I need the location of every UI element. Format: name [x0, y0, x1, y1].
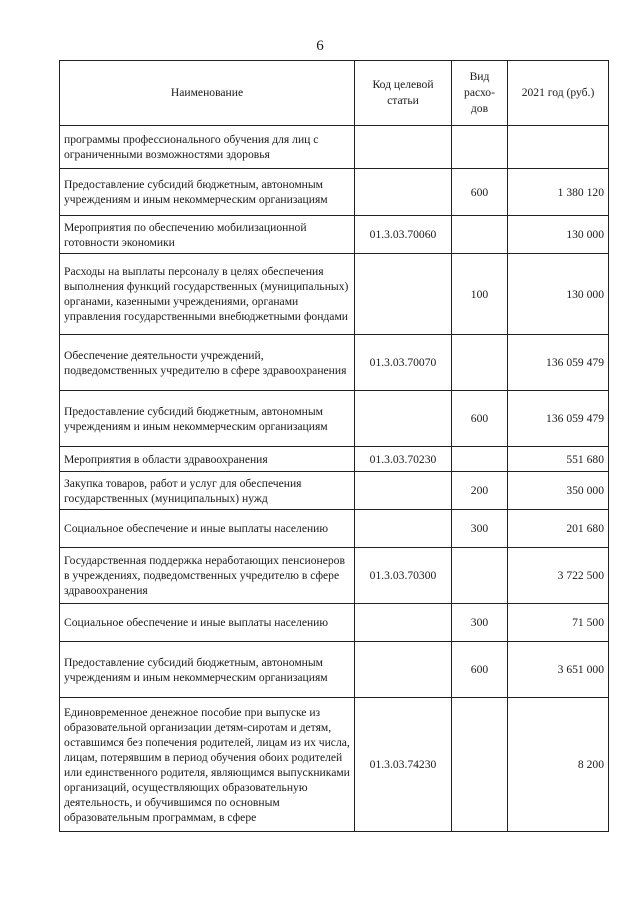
table-row: [60, 472, 609, 510]
cell-name: программы профессионального обучения для лиц с ограниченными возможностями здоровья: [60, 126, 355, 169]
table-row: [60, 548, 609, 604]
cell-name: Социальное обеспечение и иные выплаты населению: [60, 510, 355, 548]
cell-code: [355, 169, 452, 216]
table-row: [60, 335, 609, 391]
cell-sum: 350 000: [508, 472, 609, 510]
cell-name: Социальное обеспечение и иные выплаты населению: [60, 604, 355, 642]
table-body: [60, 126, 609, 832]
table-row: [60, 642, 609, 698]
cell-name: Мероприятия в области здравоохранения: [60, 447, 355, 472]
table-row: [60, 169, 609, 216]
header-kind: Вид расхо-дов: [452, 61, 508, 126]
cell-kind: [452, 548, 508, 604]
cell-code: 01.3.03.70300: [355, 548, 452, 604]
table-row: [60, 254, 609, 335]
table-row: [60, 447, 609, 472]
table-row: [60, 216, 609, 254]
cell-kind: 100: [452, 254, 508, 335]
cell-code: 01.3.03.70070: [355, 335, 452, 391]
cell-code: 01.3.03.70060: [355, 216, 452, 254]
cell-sum: 136 059 479: [508, 391, 609, 447]
cell-code: [355, 642, 452, 698]
cell-sum: 130 000: [508, 254, 609, 335]
page-number: 6: [316, 38, 324, 54]
cell-code: 01.3.03.70230: [355, 447, 452, 472]
table-row: [60, 510, 609, 548]
cell-kind: [452, 126, 508, 169]
cell-kind: [452, 216, 508, 254]
cell-kind: 600: [452, 642, 508, 698]
cell-name: Предоставление субсидий бюджетным, автономным учреждениям и иным некоммерческим организациям: [60, 642, 355, 698]
cell-sum: 201 680: [508, 510, 609, 548]
cell-kind: [452, 698, 508, 832]
cell-code: [355, 472, 452, 510]
table-row: [60, 391, 609, 447]
cell-name: Государственная поддержка неработающих пенсионеров в учреждениях, подведомственных учредителю в сфере здравоохранения: [60, 548, 355, 604]
cell-sum: 1 380 120: [508, 169, 609, 216]
table-header-row: [60, 61, 609, 126]
header-code: Код целевой статьи: [355, 61, 452, 126]
cell-kind: [452, 335, 508, 391]
table-row: [60, 126, 609, 169]
header-name: Наименование: [60, 61, 355, 126]
header-sum: 2021 год (руб.): [508, 61, 609, 126]
cell-sum: 3 651 000: [508, 642, 609, 698]
cell-sum: 71 500: [508, 604, 609, 642]
cell-code: 01.3.03.74230: [355, 698, 452, 832]
cell-name: Расходы на выплаты персоналу в целях обеспечения выполнения функций государственных (муниципальных) органами, казенными учреждениями, органами управления государственными внебюджетными фондами: [60, 254, 355, 335]
cell-kind: 600: [452, 391, 508, 447]
cell-kind: 200: [452, 472, 508, 510]
cell-sum: 136 059 479: [508, 335, 609, 391]
cell-sum: 8 200: [508, 698, 609, 832]
budget-table: [59, 60, 609, 832]
cell-sum: 551 680: [508, 447, 609, 472]
cell-kind: [452, 447, 508, 472]
cell-sum: 3 722 500: [508, 548, 609, 604]
cell-name: Обеспечение деятельности учреждений, подведомственных учредителю в сфере здравоохранения: [60, 335, 355, 391]
cell-name: Предоставление субсидий бюджетным, автономным учреждениям и иным некоммерческим организациям: [60, 391, 355, 447]
cell-code: [355, 126, 452, 169]
table-row: [60, 604, 609, 642]
cell-sum: [508, 126, 609, 169]
cell-code: [355, 391, 452, 447]
cell-kind: 300: [452, 604, 508, 642]
cell-kind: 300: [452, 510, 508, 548]
table-row: [60, 698, 609, 832]
cell-name: Мероприятия по обеспечению мобилизационной готовности экономики: [60, 216, 355, 254]
cell-name: Единовременное денежное пособие при выпуске из образовательной организации детям-сиротам и детям, оставшимся без попечения родителей, лицам из их числа, лицам, потерявшим в период обучения обоих родителей или единственного родителя, являющимся выпускниками организаций, осуществляющих образовательную деятельность, и обучившимся по основным образовательным программам, в сфере: [60, 698, 355, 832]
cell-kind: 600: [452, 169, 508, 216]
cell-sum: 130 000: [508, 216, 609, 254]
cell-code: [355, 604, 452, 642]
cell-name: Предоставление субсидий бюджетным, автономным учреждениям и иным некоммерческим организациям: [60, 169, 355, 216]
cell-name: Закупка товаров, работ и услуг для обеспечения государственных (муниципальных) нужд: [60, 472, 355, 510]
cell-code: [355, 510, 452, 548]
cell-code: [355, 254, 452, 335]
